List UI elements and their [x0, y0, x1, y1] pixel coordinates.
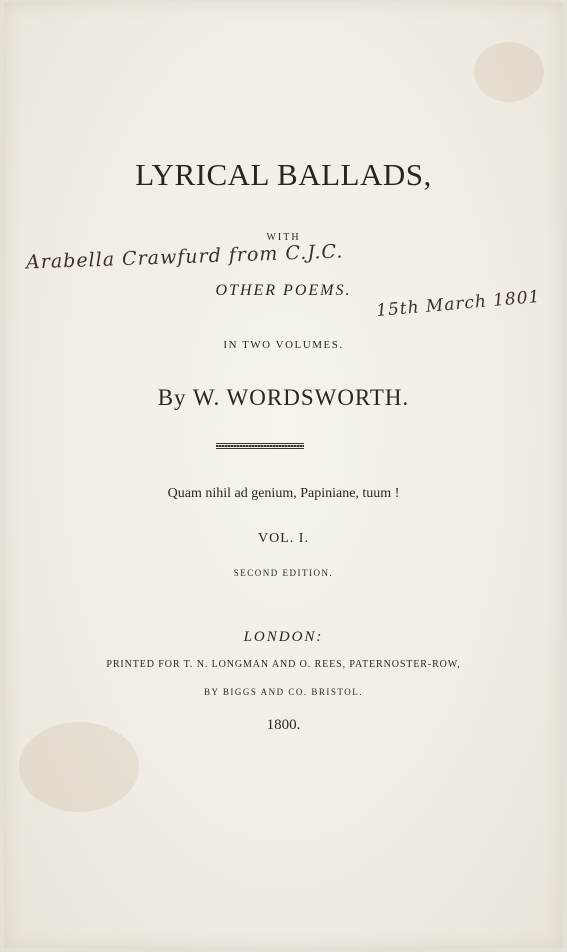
title-page: [4, 2, 563, 948]
book-title: LYRICAL BALLADS,: [135, 157, 432, 192]
paper-stain: [19, 722, 139, 812]
paper-stain: [474, 42, 544, 102]
publication-year: 1800.: [266, 717, 301, 733]
volume-number: VOL. I.: [258, 531, 309, 546]
motto: Quam nihil ad genium, Papiniane, tuum !: [167, 486, 400, 501]
handwritten-inscription: Arabella Crawfurd from C.J.C.: [25, 240, 344, 274]
imprint-city: LONDON:: [243, 629, 324, 645]
handwritten-date: 15th March 1801: [375, 286, 542, 322]
imprint-co-printer: BY BIGGS AND CO. BRISTOL.: [203, 687, 364, 697]
other-poems-text: OTHER POEMS.: [215, 282, 352, 299]
edition-text: SECOND EDITION.: [233, 568, 334, 578]
ornamental-rule: [216, 443, 304, 449]
with-text: WITH: [266, 232, 301, 243]
imprint-printer: PRINTED FOR T. N. LONGMAN AND O. REES, PATERNOSTER-ROW,: [106, 659, 461, 670]
volumes-text: IN TWO VOLUMES.: [223, 339, 344, 351]
author-line: By W. WORDSWORTH.: [157, 385, 410, 410]
